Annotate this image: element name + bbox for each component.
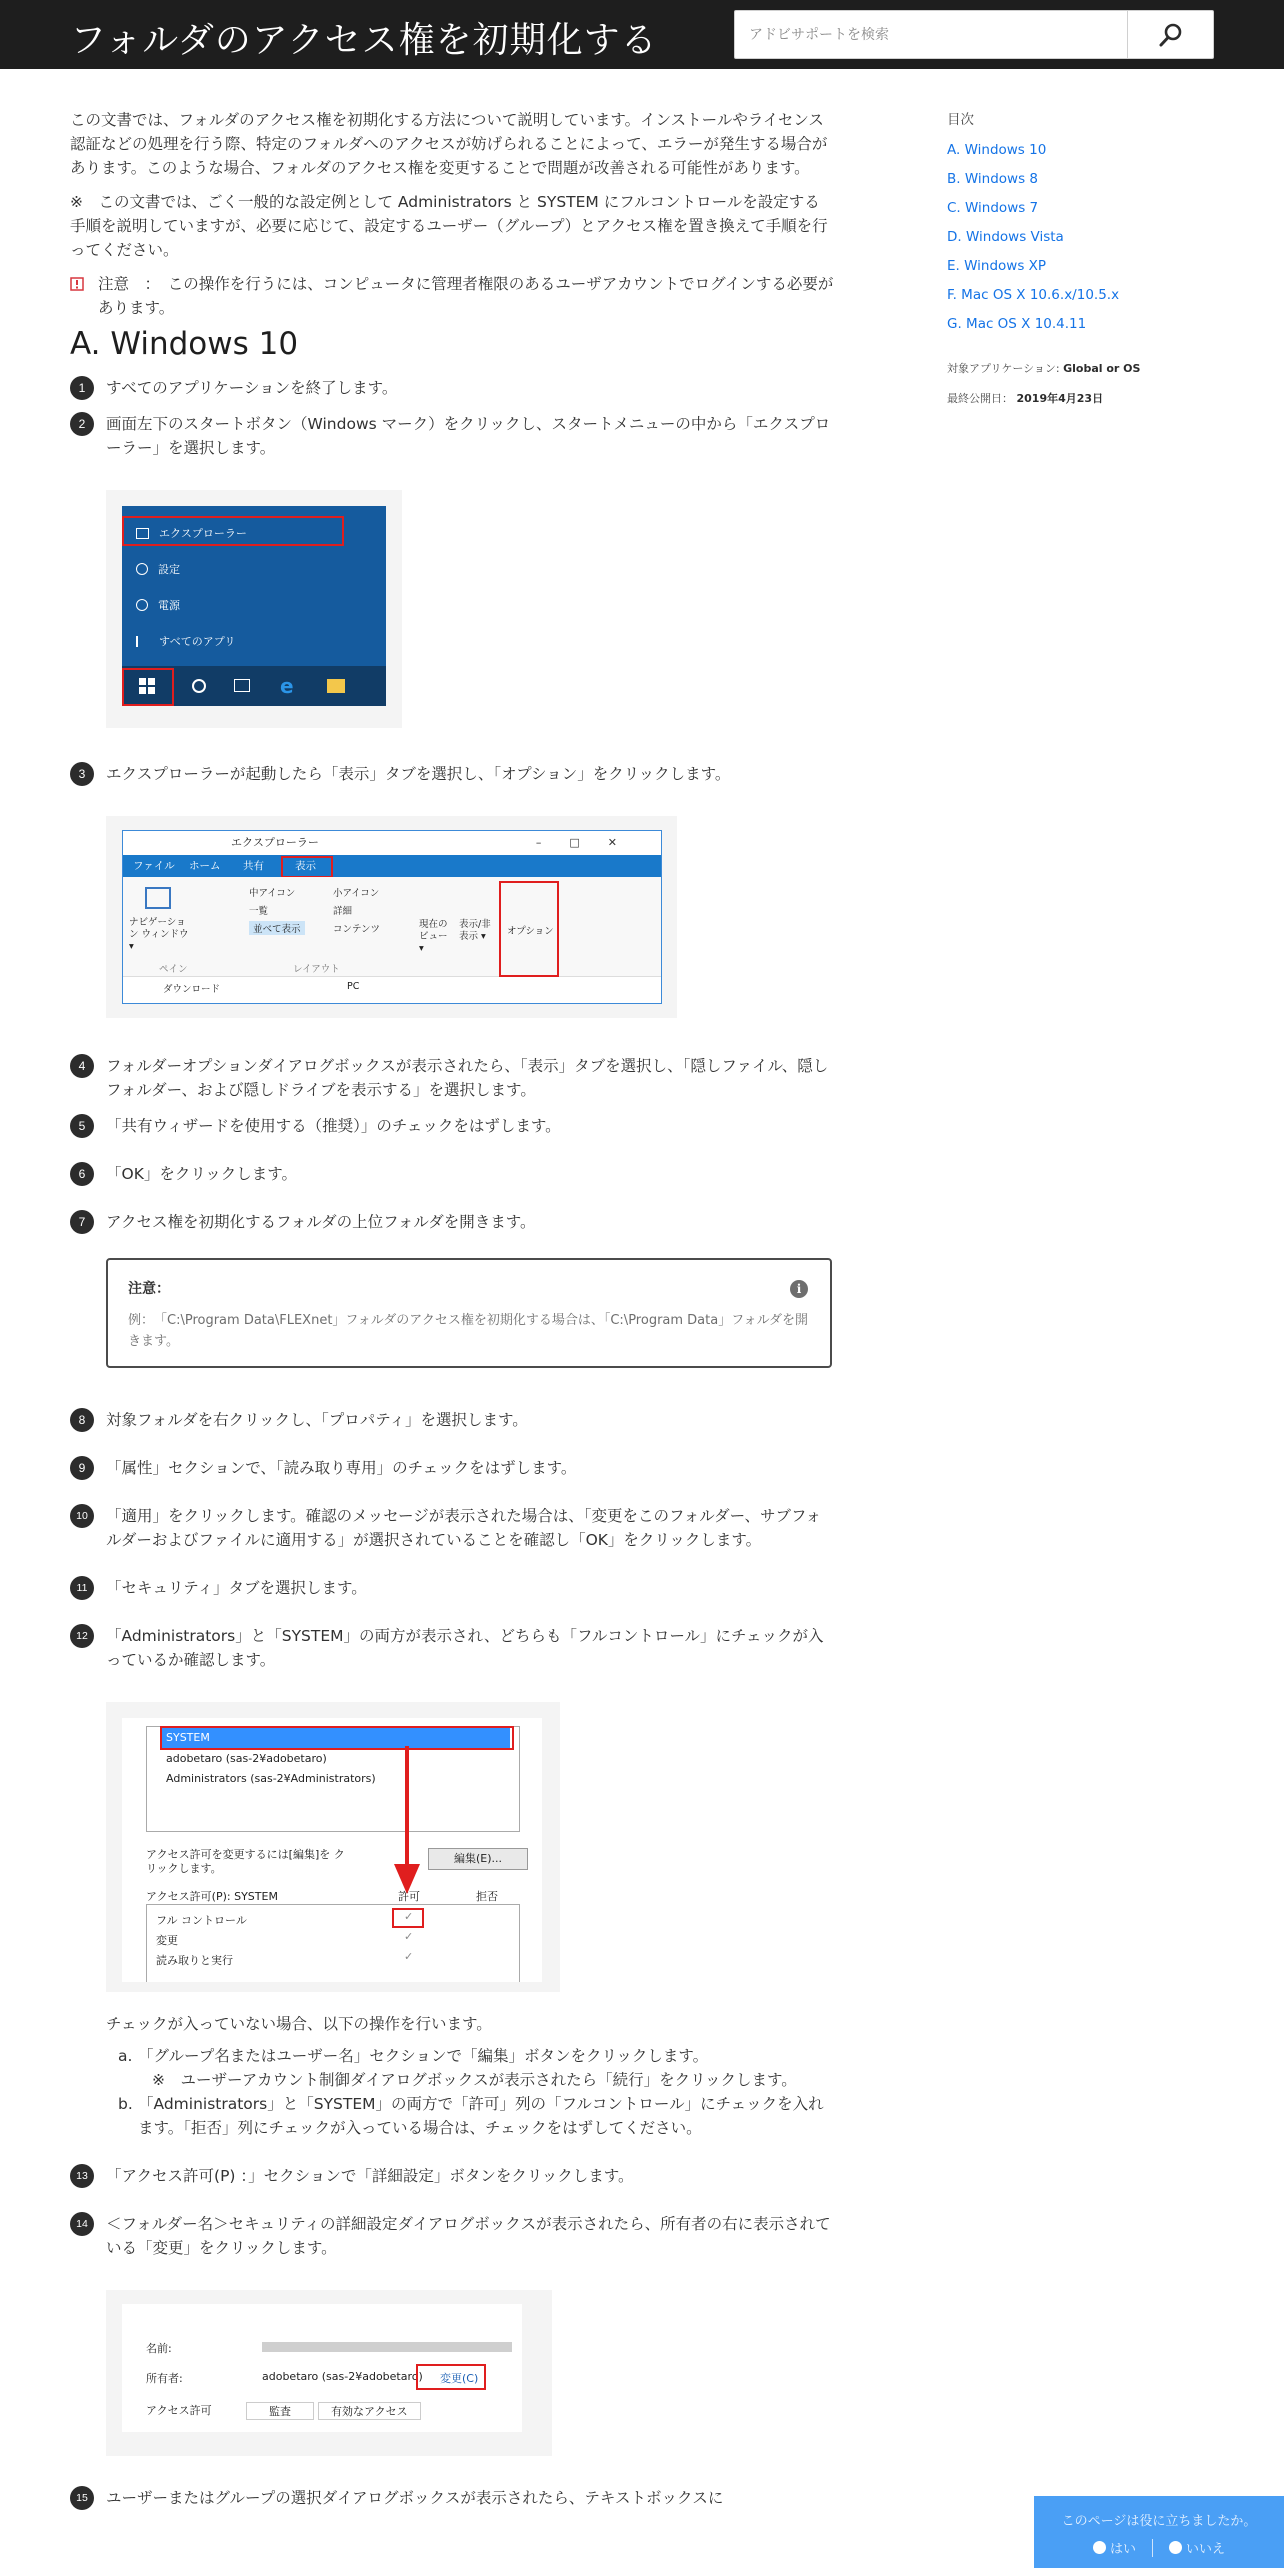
highlight-box (416, 2364, 486, 2390)
toc-link-windows-7[interactable]: C. Windows 7 (947, 200, 1039, 216)
current-view: 現在の ビュー ▾ (419, 919, 448, 954)
tab-effective: 有効なアクセス (318, 2402, 421, 2420)
intro-note: ※ この文書では、ごく一般的な設定例として Administrators と SYSTEM にフルコントロールを設定する手順を説明していますが、必要に応じて、設定するユーザー（グループ）とアクセス権を置き換えて手順を行ってください。 (70, 193, 828, 259)
meta-info (947, 354, 1207, 414)
step (70, 1456, 834, 1480)
user-adobetaro: adobetaro (sas-2¥adobetaro) (166, 1752, 327, 1765)
step (70, 1504, 834, 1552)
sub-text: 「Administrators」と「SYSTEM」の両方で「許可」列の「フルコントロール」にチェックを入れます。「拒否」列にチェックが入っている場合は、チェックをはずしてください。 (138, 2095, 824, 2137)
owner-label: 所有者: (146, 2372, 183, 2385)
step-text: エクスプローラーが起動したら「表示」タブを選択し、「オプション」をクリックします。 (106, 765, 731, 783)
menu-item-settings (136, 561, 180, 577)
search-input[interactable] (735, 11, 1128, 58)
feedback-no-label: いいえ (1186, 2542, 1226, 2557)
step-text: 「OK」をクリックします。 (106, 1165, 298, 1183)
step-text: 「属性」セクションで、「読み取り専用」のチェックをはずします。 (106, 1459, 577, 1477)
applies-to-label: 対象アプリケーション: (947, 362, 1060, 375)
user-system: SYSTEM (166, 1731, 210, 1744)
nav-pane-label: ナビゲーション ウィンドウ ▾ (129, 917, 189, 952)
caution (70, 272, 834, 320)
folder-icon (327, 679, 345, 693)
sub-item-a (118, 2044, 834, 2092)
sub-item-b (118, 2092, 834, 2140)
menu-item-power (136, 597, 180, 613)
menu-item-all-apps (136, 633, 235, 649)
security-dialog (122, 1718, 542, 1982)
feedback-yes[interactable] (1093, 2538, 1136, 2557)
list-icon (136, 636, 149, 647)
step12-extra (106, 2012, 834, 2140)
tab-permissions: アクセス許可 (146, 2404, 212, 2417)
arrow-down-icon (392, 1746, 422, 1896)
step-number: 9 (70, 1456, 94, 1480)
radio-icon (1093, 2541, 1106, 2554)
perm-modify: 変更 (156, 1934, 178, 1947)
small-icons: 小アイコン (333, 888, 380, 899)
feedback-question: このページは役に立ちましたか。 (1061, 2514, 1257, 2529)
sub-letter: b. (118, 2095, 133, 2113)
step (70, 2164, 834, 2188)
step-number: 13 (70, 2164, 94, 2188)
toc-link-windows-10[interactable]: A. Windows 10 (947, 142, 1047, 158)
advanced-security-dialog (122, 2304, 522, 2432)
security-tab-screenshot (106, 1702, 560, 1992)
edit-button: 編集(E)... (428, 1848, 528, 1870)
check-mark: ✓ (404, 1930, 414, 1943)
toc-link-windows-vista[interactable]: D. Windows Vista (947, 229, 1064, 245)
options: オプション (507, 926, 554, 937)
feedback-widget (1034, 2496, 1284, 2568)
tab-file: ファイル (133, 860, 175, 872)
allow-header: 許可 (398, 1890, 420, 1903)
feedback-yes-label: はい (1109, 2542, 1136, 2557)
change-owner-link: 変更(C) (440, 2372, 479, 2385)
pane-group-label: ペイン (159, 964, 188, 975)
search-box (734, 10, 1214, 59)
step-text: 「Administrators」と「SYSTEM」の両方が表示され、どちらも「フルコントロール」にチェックが入っているか確認します。 (106, 1627, 824, 1669)
menu-item-explorer (136, 525, 247, 541)
sidebar (947, 108, 1207, 414)
check-mark: ✓ (404, 1910, 414, 1923)
list: 一覧 (249, 906, 269, 917)
taskbar (122, 666, 386, 706)
published-value: 2019年4月23日 (1016, 392, 1104, 405)
step-text: ユーザーまたはグループの選択ダイアログボックスが表示されたら、テキストボックスに (106, 2489, 724, 2507)
window-controls: –□✕ (535, 836, 645, 849)
last-published (947, 384, 1207, 414)
step-text: 「共有ウィザードを使用する（推奨）」のチェックをはずします。 (106, 1117, 561, 1135)
feedback-options (1034, 2538, 1284, 2557)
menu-label: すべてのアプリ (159, 635, 236, 648)
step-text: 「アクセス許可(P) ：」セクションで「詳細設定」ボタンをクリックします。 (106, 2167, 634, 2185)
user-administrators: Administrators (sas-2¥Administrators) (166, 1772, 376, 1785)
perm-full-control: フル コントロール (156, 1914, 247, 1927)
sub-letter: a. (118, 2047, 133, 2065)
step (70, 1408, 834, 1432)
search-button[interactable] (1127, 11, 1213, 58)
step-text: アクセス権を初期化するフォルダの上位フォルダを開きます。 (106, 1213, 536, 1231)
note-title: 注意： (128, 1281, 170, 1297)
published-label: 最終公開日： (947, 392, 1013, 405)
highlight-box (499, 881, 559, 977)
owner-value: adobetaro (sas-2¥adobetaro) (262, 2370, 423, 2383)
step-number: 3 (70, 762, 94, 786)
step-text: 画面左下のスタートボタン（Windows マーク）をクリックし、スタートメニューの中から「エクスプローラー」を選択します。 (106, 415, 831, 457)
start-menu-screenshot (106, 490, 402, 728)
tab-view: 表示 (295, 860, 316, 872)
deny-header: 拒否 (476, 1890, 498, 1903)
pc-item: PC (347, 981, 360, 992)
page-title: フォルダのアクセス権を初期化する (70, 20, 658, 61)
step-number: 12 (70, 1624, 94, 1648)
step-number: 5 (70, 1114, 94, 1138)
tiles: 並べて表示 (249, 921, 305, 935)
step-number: 7 (70, 1210, 94, 1234)
step-number: 4 (70, 1054, 94, 1078)
radio-icon (1169, 2541, 1182, 2554)
alert-icon (70, 277, 84, 291)
highlight-box (281, 856, 333, 878)
step-text: ＜フォルダー名＞セキュリティの詳細設定ダイアログボックスが表示されたら、所有者の右に表示されている「変更」をクリックします。 (106, 2215, 831, 2257)
note-text: 例： 「C:\Program Data\FLEXnet」フォルダのアクセス権を初期化する場合は、「C:\Program Data」フォルダを開きます。 (128, 1313, 809, 1349)
step-text: 対象フォルダを右クリックし、「プロパティ」を選択します。 (106, 1411, 528, 1429)
sub-note: ※ ユーザーアカウント制御ダイアログボックスが表示されたら「続行」をクリックします。 (152, 2071, 797, 2089)
step (70, 376, 834, 400)
edge-icon: e (280, 674, 294, 698)
show-hide: 表示/非 表示 ▾ (459, 919, 491, 942)
tab-audit: 監査 (246, 2402, 314, 2420)
sub-text: 「グループ名またはユーザー名」セクションで「編集」ボタンをクリックします。 (138, 2047, 709, 2065)
step (70, 412, 834, 460)
step-text: 「セキュリティ」タブを選択します。 (106, 1579, 367, 1597)
explorer-window (122, 830, 662, 1004)
details: 詳細 (333, 906, 353, 917)
toc-title: 目次 (947, 112, 974, 128)
site-header (0, 0, 1284, 69)
menu-label: エクスプローラー (159, 527, 247, 540)
check-mark: ✓ (404, 1950, 414, 1963)
step-number: 2 (70, 412, 94, 436)
task-view-icon (234, 679, 250, 692)
window-title (123, 831, 661, 855)
download-item: ダウンロード (163, 984, 221, 995)
menu-label: 電源 (158, 599, 180, 612)
search-circle-icon (192, 679, 206, 693)
step-text: フォルダーオプションダイアログボックスが表示されたら、「表示」タブを選択し、「隠しファイル、隠しフォルダー、および隠しドライブを表示する」を選択します。 (106, 1057, 829, 1099)
step (70, 1624, 834, 1672)
intro (70, 108, 834, 320)
step (70, 762, 834, 786)
step-text: すべてのアプリケーションを終了します。 (106, 379, 398, 397)
folder-icon (136, 528, 149, 539)
menu-label: 設定 (158, 563, 180, 576)
step (70, 1162, 834, 1186)
divider (1152, 2539, 1153, 2557)
info-icon: i (790, 1280, 808, 1298)
name-value-blurred (262, 2342, 512, 2352)
nav-pane-icon (145, 887, 171, 909)
owner-change-screenshot (106, 2290, 552, 2456)
toc-link-mac-10-6[interactable]: F. Mac OS X 10.6.x/10.5.x (947, 287, 1120, 303)
ribbon (123, 877, 662, 977)
step-number: 8 (70, 1408, 94, 1432)
tab-home: ホーム (189, 860, 221, 872)
explorer-ribbon-screenshot (106, 816, 677, 1018)
applies-to-value: Global or OS (1063, 362, 1141, 375)
toc-link-windows-8[interactable]: B. Windows 8 (947, 171, 1038, 187)
search-icon (1158, 22, 1184, 48)
toc-link-mac-10-4[interactable]: G. Mac OS X 10.4.11 (947, 316, 1087, 332)
highlight-box (160, 1726, 514, 1750)
name-label: 名前: (146, 2342, 172, 2355)
power-icon (136, 599, 148, 611)
permissions-for: アクセス許可(P): SYSTEM (146, 1890, 278, 1903)
start-menu (122, 506, 386, 706)
step-number: 14 (70, 2212, 94, 2236)
step (70, 1210, 834, 1234)
change-hint: アクセス許可を変更するには[編集]を クリックします。 (146, 1848, 345, 1875)
windows-icon (139, 678, 155, 694)
section-title: A. Windows 10 (70, 326, 299, 362)
ribbon-tabs (123, 855, 661, 877)
main-content (70, 108, 834, 2510)
step (70, 1054, 834, 1102)
intro-paragraph: この文書では、フォルダのアクセス権を初期化する方法について説明しています。インストールやライセンス認証などの処理を行う際、特定のフォルダへのアクセスが妨げられることによって、エラーが発生する場合があります。このような場合、フォルダのアクセス権を変更することで問題が改善される可能性があります。 (70, 111, 828, 177)
step-number: 1 (70, 376, 94, 400)
step (70, 2212, 834, 2260)
step-text: 「適用」をクリックします。確認のメッセージが表示された場合は、「変更をこのフォルダー、サブフォルダーおよびファイルに適用する」が選択されていることを確認し「OK」をクリックします。 (106, 1507, 822, 1549)
applies-to (947, 354, 1207, 384)
toc-link-windows-xp[interactable]: E. Windows XP (947, 258, 1047, 274)
step-number: 11 (70, 1576, 94, 1600)
step-number: 6 (70, 1162, 94, 1186)
step-number: 10 (70, 1504, 94, 1528)
caution-text: 注意 ： この操作を行うには、コンピュータに管理者権限のあるユーザアカウントでログインする必要があります。 (98, 275, 834, 317)
note-box (106, 1258, 832, 1368)
window-title-text: エクスプローラー (231, 836, 319, 849)
content: コンテンツ (333, 924, 381, 935)
highlight-box (392, 1908, 424, 1928)
step (70, 1576, 834, 1600)
gear-icon (136, 563, 148, 575)
medium-icons: 中アイコン (249, 888, 296, 899)
step-number: 15 (70, 2486, 94, 2510)
perm-read-exec: 読み取りと実行 (156, 1954, 233, 1967)
feedback-no[interactable] (1169, 2538, 1225, 2557)
tab-share: 共有 (243, 860, 264, 872)
layout-group-label: レイアウト (293, 964, 340, 975)
step (70, 1114, 834, 1138)
extra-lead: チェックが入っていない場合、以下の操作を行います。 (106, 2015, 492, 2033)
step (70, 2486, 834, 2510)
